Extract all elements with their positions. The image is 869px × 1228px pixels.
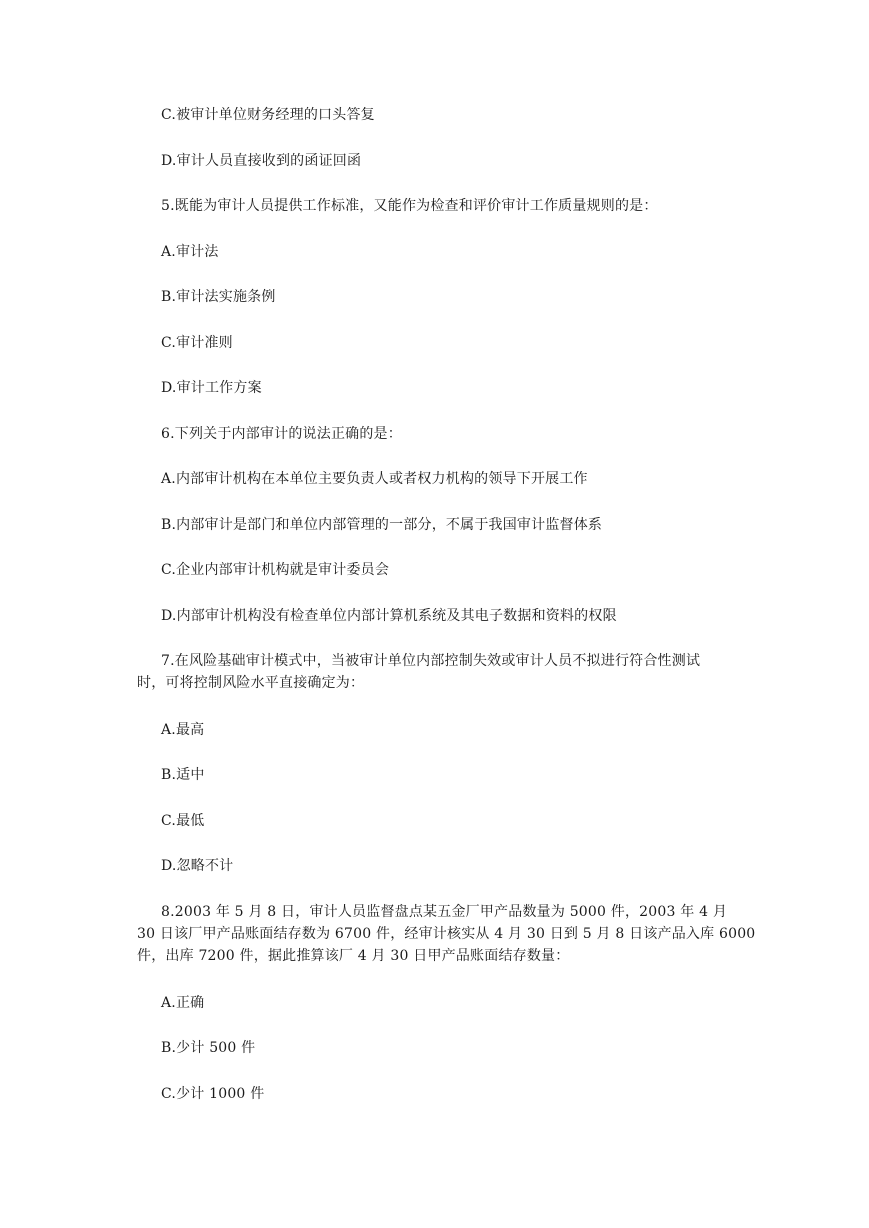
q7-option-a: A.最高 xyxy=(161,722,205,738)
q5-option-c: C.审计准则 xyxy=(161,335,233,351)
q8-option-c: C.少计 1000 件 xyxy=(161,1086,265,1102)
q4-option-c: C.被审计单位财务经理的口头答复 xyxy=(161,107,375,123)
q4-option-d: D.审计人员直接收到的函证回函 xyxy=(161,153,362,169)
q5-option-d: D.审计工作方案 xyxy=(161,380,262,396)
q6-option-b: B.内部审计是部门和单位内部管理的一部分，不属于我国审计监督体系 xyxy=(161,517,603,533)
q7-option-d: D.忽略不计 xyxy=(161,858,234,874)
q7-option-c: C.最低 xyxy=(161,813,205,829)
q6-option-a: A.内部审计机构在本单位主要负责人或者权力机构的领导下开展工作 xyxy=(161,471,588,487)
q5-option-a: A.审计法 xyxy=(161,244,219,260)
question-7-line-2: 时，可将控制风险水平直接确定为： xyxy=(137,675,365,691)
question-8-line-1: 8.2003 年 5 月 8 日，审计人员监督盘点某五金厂甲产品数量为 5000 件，2003 年 4 月 xyxy=(161,904,728,920)
question-8 xyxy=(137,901,756,967)
q8-option-b: B.少计 500 件 xyxy=(161,1040,256,1056)
question-7-line-1: 7.在风险基础审计模式中，当被审计单位内部控制失效或审计人员不拟进行符合性测试 xyxy=(161,653,701,669)
q6-option-c: C.企业内部审计机构就是审计委员会 xyxy=(161,562,390,578)
question-6: 6.下列关于内部审计的说法正确的是： xyxy=(161,426,402,442)
question-7 xyxy=(137,650,751,694)
q5-option-b: B.审计法实施条例 xyxy=(161,289,276,305)
question-5: 5.既能为审计人员提供工作标准，又能作为检查和评价审计工作质量规则的是： xyxy=(161,198,658,214)
question-8-line-2: 30 日该厂甲产品账面结存数为 6700 件，经审计核实从 4 月 30 日到 5 月 8 日该产品入库 6000 xyxy=(137,926,756,942)
q8-option-a: A.正确 xyxy=(161,995,205,1011)
q7-option-b: B.适中 xyxy=(161,767,205,783)
q6-option-d: D.内部审计机构没有检查单位内部计算机系统及其电子数据和资料的权限 xyxy=(161,608,617,624)
question-8-line-3: 件，出库 7200 件，据此推算该厂 4 月 30 日甲产品账面结存数量： xyxy=(137,948,570,964)
